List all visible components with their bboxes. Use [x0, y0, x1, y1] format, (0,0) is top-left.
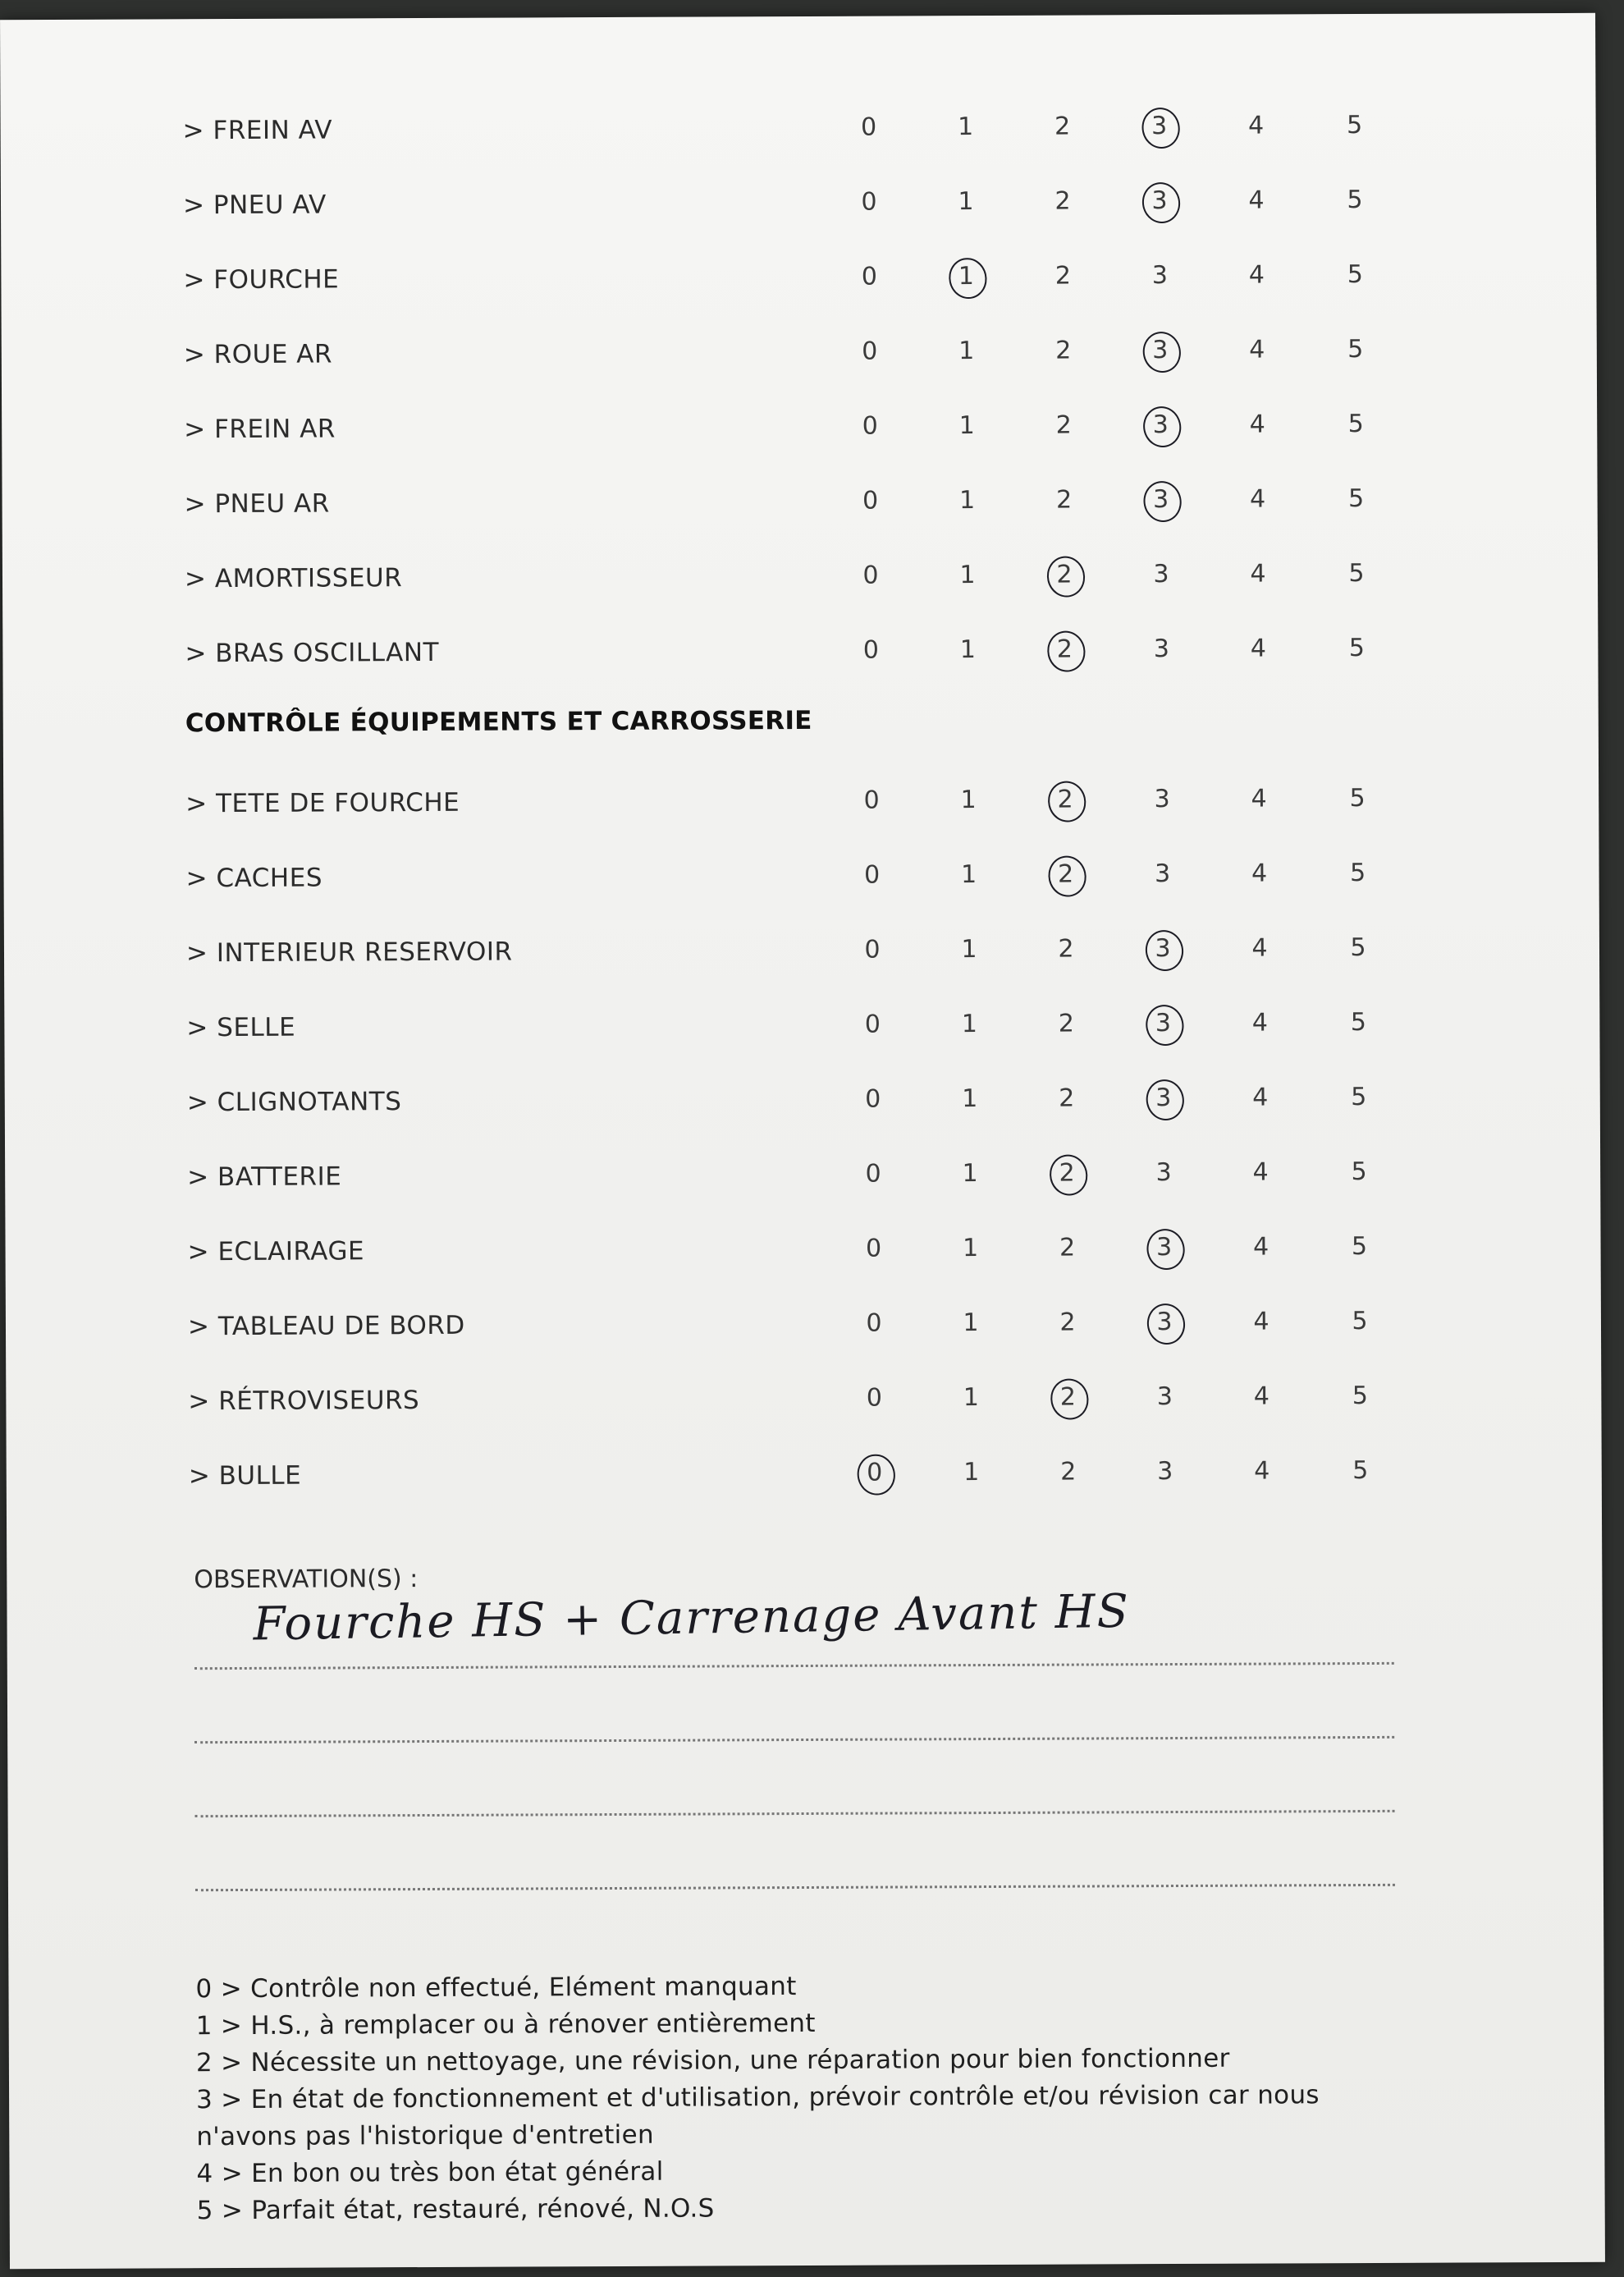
score-option[interactable]: 4	[1253, 1307, 1269, 1336]
score-option[interactable]: 1	[960, 860, 977, 890]
score-option[interactable]: 2	[1054, 112, 1071, 141]
inspection-row	[1, 176, 1596, 232]
score-option[interactable]: 4	[1252, 1232, 1269, 1262]
inspection-row	[4, 999, 1599, 1055]
score-option[interactable]: 2	[1058, 934, 1074, 964]
score-option[interactable]: 2	[1059, 1233, 1076, 1262]
score-option[interactable]: 1	[961, 935, 977, 964]
inspection-row	[2, 326, 1597, 382]
score-option[interactable]: 0	[863, 786, 880, 815]
score-option[interactable]: 0	[862, 337, 878, 366]
score-option[interactable]: 5	[1351, 1083, 1367, 1112]
score-option-selected[interactable]: 2	[1041, 785, 1090, 813]
score-option[interactable]: 5	[1351, 1157, 1367, 1187]
score-option[interactable]: 1	[961, 1010, 978, 1039]
score-option[interactable]: 4	[1252, 1157, 1269, 1187]
score-option[interactable]: 2	[1054, 261, 1072, 291]
score-option[interactable]: 0	[863, 860, 881, 890]
score-option[interactable]: 4	[1248, 260, 1265, 290]
score-option[interactable]: 0	[861, 187, 877, 217]
score-legend	[195, 1966, 1394, 2229]
score-option[interactable]: 3	[1154, 785, 1170, 814]
legend-line: 5 > Parfait état, restauré, rénové, N.O.S	[196, 2193, 715, 2226]
score-option[interactable]: 5	[1352, 1306, 1368, 1336]
score-option-selected[interactable]: 1	[941, 262, 990, 291]
legend-line: n'avons pas l'historique d'entretien	[196, 2119, 654, 2152]
score-option[interactable]: 5	[1352, 1381, 1368, 1411]
score-option-selected[interactable]: 2	[1041, 859, 1091, 888]
legend-line: 4 > En bon ou très bon état général	[196, 2156, 664, 2189]
score-option[interactable]: 3	[1151, 261, 1169, 291]
score-option[interactable]: 1	[962, 1159, 978, 1189]
inspection-row	[4, 924, 1599, 980]
score-option-selected[interactable]: 3	[1138, 934, 1187, 963]
inspection-row	[2, 550, 1598, 606]
section-title: CONTRÔLE ÉQUIPEMENTS ET CARROSSERIE	[185, 705, 812, 739]
score-option[interactable]: 3	[1153, 560, 1169, 589]
score-option[interactable]: 5	[1348, 634, 1366, 663]
score-option[interactable]: 1	[958, 187, 974, 217]
score-option[interactable]: 3	[1156, 1382, 1173, 1412]
inspection-item-label: > AMORTISSEUR	[184, 563, 403, 594]
inspection-item-label: > BRAS OSCILLANT	[185, 637, 440, 669]
score-option-selected[interactable]: 2	[1042, 1158, 1091, 1187]
inspection-item-label: > TABLEAU DE BORD	[187, 1310, 465, 1342]
inspection-row	[3, 850, 1599, 905]
legend-line: 2 > Nécessite un nettoyage, une révision, une réparation pour bien fonctionner	[195, 2043, 1230, 2078]
score-option[interactable]: 5	[1347, 484, 1365, 514]
score-option[interactable]: 1	[958, 411, 975, 441]
score-option[interactable]: 1	[963, 1383, 979, 1413]
inspection-row	[5, 1074, 1600, 1129]
inspection-item-label: > ECLAIRAGE	[187, 1236, 365, 1267]
inspection-item-label: > TETE DE FOURCHE	[185, 787, 460, 819]
inspection-item-label: > FOURCHE	[183, 264, 340, 296]
score-option-selected[interactable]: 3	[1139, 1084, 1188, 1112]
score-option[interactable]: 2	[1055, 336, 1072, 365]
score-option[interactable]: 5	[1347, 335, 1364, 364]
score-option[interactable]: 4	[1254, 1456, 1270, 1486]
score-option[interactable]: 3	[1155, 1158, 1172, 1188]
score-option[interactable]: 3	[1153, 635, 1170, 664]
observations-handwritten: Fourche HS + Carrenage Avant HS	[253, 1584, 1131, 1652]
score-option-selected[interactable]: 3	[1136, 410, 1185, 439]
inspection-item-label: > INTERIEUR RESERVOIR	[185, 937, 513, 969]
score-option[interactable]: 4	[1253, 1381, 1269, 1411]
inspection-item-label: > CACHES	[185, 863, 323, 894]
score-option[interactable]: 1	[959, 561, 976, 590]
inspection-row	[7, 1447, 1602, 1503]
score-option[interactable]: 4	[1250, 559, 1266, 589]
score-option[interactable]: 0	[865, 1159, 881, 1189]
score-option[interactable]: 5	[1347, 260, 1364, 290]
score-option[interactable]: 4	[1249, 410, 1265, 439]
score-option[interactable]: 4	[1249, 335, 1265, 364]
score-option-selected[interactable]: 3	[1136, 336, 1185, 364]
score-option[interactable]: 4	[1251, 933, 1268, 963]
score-option[interactable]: 2	[1055, 485, 1073, 515]
inspection-row	[2, 475, 1597, 531]
score-option-selected[interactable]: 3	[1137, 485, 1186, 514]
legend-line: 3 > En état de fonctionnement et d'utilisation, prévoir contrôle et/ou révision car nous	[196, 2080, 1320, 2115]
legend-line: 1 > H.S., à remplacer ou à rénover entièrement	[195, 2008, 816, 2041]
score-option-selected[interactable]: 3	[1139, 1233, 1188, 1262]
score-option[interactable]: 1	[962, 1234, 979, 1263]
inspection-row	[6, 1372, 1601, 1428]
score-option[interactable]: 5	[1347, 410, 1364, 439]
score-option[interactable]: 1	[958, 486, 976, 515]
score-option[interactable]: 5	[1350, 1008, 1366, 1038]
score-option[interactable]: 1	[957, 112, 974, 142]
score-option[interactable]: 2	[1059, 1308, 1076, 1337]
score-option[interactable]: 1	[962, 1084, 978, 1114]
legend-line: 0 > Contrôle non effectué, Elément manquant	[195, 1972, 797, 2004]
score-option[interactable]: 0	[866, 1383, 882, 1413]
observation-line	[194, 1736, 1394, 1743]
inspection-item-label: > CLIGNOTANTS	[186, 1087, 402, 1118]
score-option[interactable]: 1	[963, 1458, 980, 1487]
inspection-row	[1, 251, 1596, 307]
score-option[interactable]: 0	[864, 935, 881, 964]
inspection-sheet	[0, 13, 1605, 2269]
inspection-item-label: > FREIN AV	[182, 115, 333, 146]
inspection-row	[2, 401, 1597, 456]
score-option-selected[interactable]: 0	[850, 1458, 899, 1487]
score-option[interactable]: 1	[960, 786, 977, 815]
inspection-item-label: > BULLE	[188, 1460, 302, 1491]
inspection-row	[5, 1223, 1600, 1279]
score-option[interactable]: 1	[963, 1308, 979, 1338]
inspection-item-label: > ROUE AR	[183, 339, 333, 370]
score-option[interactable]: 5	[1351, 1231, 1368, 1262]
score-option[interactable]: 4	[1251, 1008, 1269, 1038]
inspection-item-label: > PNEU AR	[184, 488, 330, 520]
score-option-selected[interactable]: 3	[1138, 1009, 1187, 1038]
score-option[interactable]: 4	[1249, 484, 1266, 514]
inspection-item-label: > FREIN AR	[184, 414, 336, 445]
score-option[interactable]: 3	[1154, 859, 1171, 889]
score-option[interactable]: 0	[861, 262, 878, 291]
score-option[interactable]: 5	[1352, 1455, 1369, 1486]
score-option[interactable]: 0	[862, 411, 878, 441]
score-option[interactable]: 4	[1250, 634, 1267, 663]
score-option[interactable]: 5	[1349, 859, 1366, 888]
score-option[interactable]: 0	[862, 635, 880, 665]
inspection-item-label: > SELLE	[186, 1012, 296, 1043]
inspection-item-label: > RÉTROVISEURS	[188, 1386, 420, 1417]
inspection-row	[2, 625, 1598, 680]
inspection-row	[6, 1298, 1601, 1354]
score-option[interactable]: 0	[860, 112, 877, 142]
observation-line	[194, 1662, 1394, 1670]
score-option[interactable]: 4	[1248, 186, 1265, 215]
score-option[interactable]: 0	[864, 1010, 881, 1039]
observation-line	[195, 1884, 1395, 1891]
score-option[interactable]: 5	[1350, 933, 1366, 963]
score-option-selected[interactable]: 2	[1040, 560, 1089, 589]
score-option[interactable]: 5	[1348, 559, 1365, 589]
score-option[interactable]: 3	[1157, 1457, 1173, 1487]
observation-line	[195, 1810, 1395, 1817]
score-option-selected[interactable]: 3	[1135, 112, 1184, 140]
score-option[interactable]: 2	[1060, 1457, 1077, 1487]
score-option[interactable]: 5	[1347, 186, 1363, 215]
inspection-item-label: > BATTERIE	[187, 1161, 342, 1193]
inspection-row	[5, 1148, 1600, 1204]
score-option-selected[interactable]: 2	[1043, 1382, 1092, 1411]
score-option-selected[interactable]: 2	[1040, 635, 1089, 663]
score-option-selected[interactable]: 3	[1135, 186, 1184, 215]
score-option[interactable]: 0	[862, 486, 879, 515]
score-option[interactable]: 4	[1251, 784, 1267, 813]
score-option[interactable]: 4	[1252, 1083, 1269, 1112]
score-option[interactable]: 0	[865, 1084, 881, 1114]
score-option[interactable]: 4	[1251, 859, 1268, 888]
score-option[interactable]: 1	[959, 635, 977, 665]
inspection-row	[1, 102, 1596, 158]
score-option[interactable]: 5	[1349, 784, 1366, 813]
score-option[interactable]: 0	[865, 1234, 882, 1263]
score-option[interactable]: 2	[1055, 410, 1072, 440]
score-option[interactable]: 2	[1058, 1009, 1075, 1038]
score-option-selected[interactable]: 3	[1140, 1308, 1189, 1336]
score-option[interactable]: 4	[1247, 111, 1265, 140]
score-option[interactable]: 1	[958, 337, 975, 366]
inspection-row	[3, 775, 1599, 831]
score-option[interactable]: 0	[862, 561, 879, 590]
inspection-item-label: > PNEU AV	[182, 190, 327, 221]
score-option[interactable]: 5	[1346, 111, 1363, 140]
score-option[interactable]: 2	[1059, 1084, 1075, 1113]
observations-label: OBSERVATION(S) :	[194, 1565, 419, 1595]
score-option[interactable]: 2	[1054, 186, 1071, 216]
score-option[interactable]: 0	[866, 1308, 882, 1338]
